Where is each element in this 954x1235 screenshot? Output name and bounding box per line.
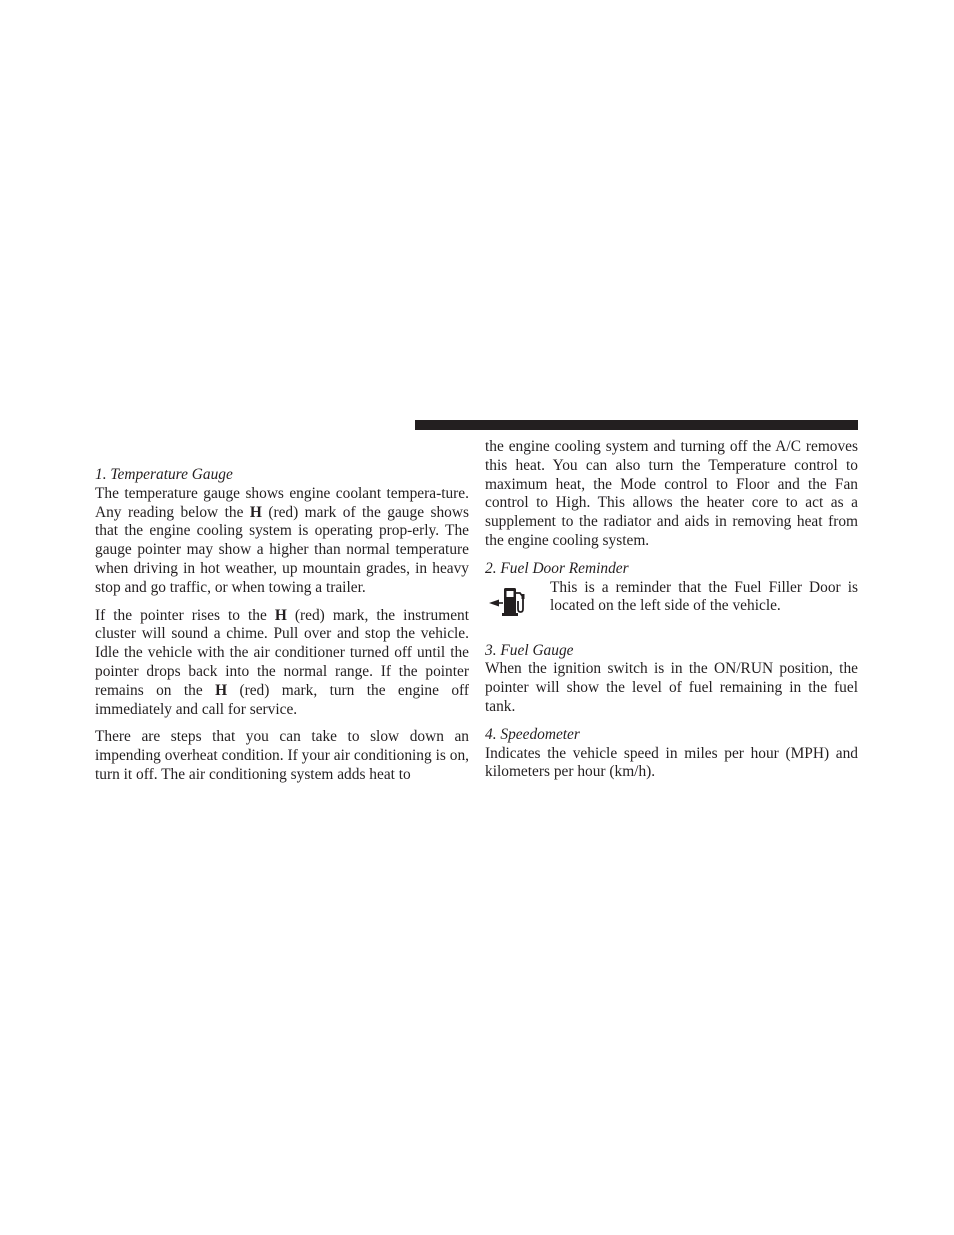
paragraph-text: (red) mark, the instrument cluster will sound a chime. Pull over and stop the vehicle. Idle the vehicle with the air conditioner turned off until the pointer drops back into the normal range. If the pointer remains on the [95, 606, 469, 699]
fuel-door-reminder-block [485, 579, 858, 637]
fuel-gauge-heading: 3. Fuel Gauge [485, 641, 574, 659]
continuation-paragraph: the engine cooling system and turning off the A/C removes this heat. You can also turn the Temperature control to maximum heat, the Mode control to Floor and the Fan control to High. This allows the heater core to act as a supplement to the radiator and aids in removing heat from the engine cooling system. [485, 438, 858, 549]
paragraph-text: The temperature gauge shows engine coolant tempera-ture. Any reading below the [95, 484, 469, 521]
right-column [485, 438, 858, 782]
fuel-pump-icon [487, 583, 531, 619]
left-column [95, 466, 469, 785]
temperature-gauge-paragraph-3: There are steps that you can take to slow down an impending overheat condition. If your air conditioning is on, turn it off. The air conditioning system adds heat to [95, 728, 469, 783]
section-header-bar [415, 420, 858, 430]
paragraph-text: (red) mark of the gauge shows that the engine cooling system is operating prop-erly. The gauge pointer may show a higher than normal temperature when driving in hot weather, up mountain grades, in heavy stop and go traffic, or when towing a trailer. [95, 503, 469, 596]
fuel-gauge-text: When the ignition switch is in the ON/RUN position, the pointer will show the level of fuel remaining in the fuel tank. [485, 660, 858, 715]
fuel-door-reminder-text: This is a reminder that the Fuel Filler Door is located on the left side of the vehicle. [550, 578, 858, 615]
fuel-door-reminder-heading: 2. Fuel Door Reminder [485, 559, 629, 577]
temperature-gauge-heading: 1. Temperature Gauge [95, 466, 233, 483]
speedometer-heading: 4. Speedometer [485, 725, 580, 743]
temperature-gauge-paragraph-2 [95, 607, 469, 720]
paragraph-text: If the pointer rises to the [95, 606, 267, 624]
h-mark-label: H [249, 503, 262, 521]
h-mark-label: H [274, 606, 287, 624]
paragraph-text: (red) mark, turn the engine off immediately and call for service. [95, 681, 469, 718]
speedometer-text: Indicates the vehicle speed in miles per hour (MPH) and kilometers per hour (km/h). [485, 744, 858, 781]
temperature-gauge-paragraph-1 [95, 485, 469, 598]
h-mark-label: H [215, 681, 228, 699]
